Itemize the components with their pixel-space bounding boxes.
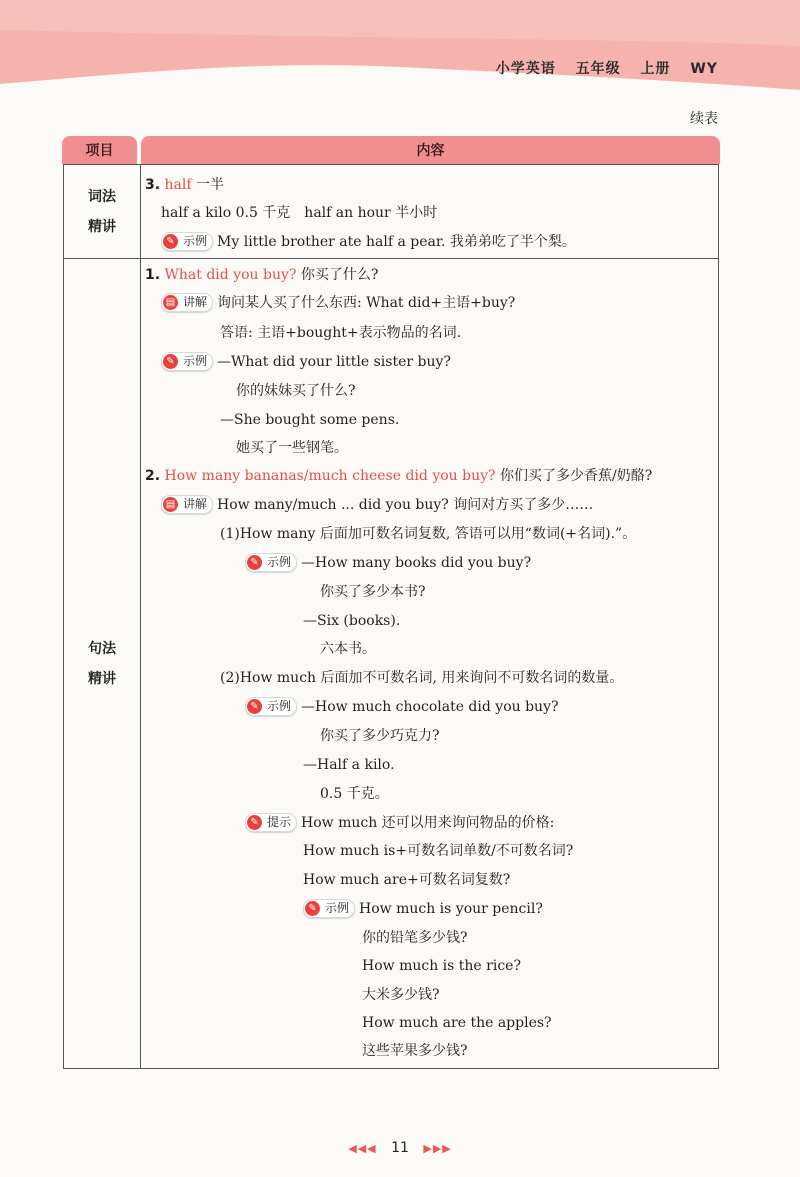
syntax1-explain1: 询问某人买了什么东西: What did+主语+buy? — [217, 295, 516, 311]
syntax1-explain-row — [161, 293, 515, 313]
syntax2-p2-example-a-cn: 0.5 千克。 — [320, 786, 389, 802]
tip-badge: ✎ 提示 — [245, 813, 297, 832]
syntax2-tip-ex3: How much are the apples? — [362, 1015, 552, 1031]
vocab-example: My little brother ate half a pear. 我弟弟吃了半个梨。 — [217, 234, 576, 250]
header-band — [0, 0, 800, 100]
category-vocab — [64, 182, 140, 242]
explain-badge: ▤ 讲解 — [161, 293, 213, 312]
syntax2-p1-example-q-cn: 你买了多少本书? — [320, 584, 426, 600]
syntax2-point1: (1)How many 后面加可数名词复数, 答语可以用“数词(+名词).”。 — [220, 526, 637, 542]
syntax2-title-cn: 你们买了多少香蕉/奶酪? — [499, 468, 653, 484]
syntax2-number: 2. — [145, 468, 161, 484]
vocab-phrases: half a kilo 0.5 千克 half an hour 半小时 — [161, 205, 438, 221]
continued-label: 续表 — [690, 111, 718, 127]
syntax1-example-row — [161, 352, 451, 372]
syntax2-p1-example-row — [245, 553, 531, 573]
syntax2-p2-example-a: —Half a kilo. — [303, 757, 395, 773]
syntax2-explain: How many/much ... did you buy? 询问对方买了多少…… — [217, 497, 594, 513]
syntax2-tip2: How much is+可数名词单数/不可数名词? — [303, 843, 574, 859]
example-badge: ✎ 示例 — [161, 232, 213, 251]
vocab-example-row — [161, 232, 576, 252]
right-arrows-icon: ▶▶▶ — [423, 1142, 452, 1155]
book-icon: ▤ — [163, 295, 178, 310]
vocab-number: 3. — [145, 177, 161, 193]
page-number: 11 — [391, 1140, 409, 1156]
edition-label: WY — [690, 61, 718, 77]
pencil-icon: ✎ — [247, 555, 262, 570]
syntax2-tip-ex1-cn: 你的铅笔多少钱? — [362, 930, 468, 946]
category-vocab-line2: 精讲 — [88, 219, 116, 235]
example-badge: ✎ 示例 — [161, 352, 213, 371]
syntax1-explain2: 答语: 主语+bought+表示物品的名词. — [220, 325, 462, 341]
example-badge: ✎ 示例 — [303, 899, 355, 918]
syntax2-p2-example-q: —How much chocolate did you buy? — [301, 699, 559, 715]
example-badge: ✎ 示例 — [245, 697, 297, 716]
syntax2-tip1: How much 还可以用来询问物品的价格: — [301, 815, 555, 831]
syntax2-explain-row — [161, 495, 593, 515]
syntax2-tip-ex1: How much is your pencil? — [359, 901, 543, 917]
left-arrows-icon: ◀◀◀ — [348, 1142, 377, 1155]
syntax2-p2-example-row — [245, 697, 558, 717]
syntax2-p1-example-q: —How many books did you buy? — [301, 555, 532, 571]
syntax1-title-cn: 你买了什么? — [300, 267, 379, 283]
syntax2-p2-example-q-cn: 你买了多少巧克力? — [320, 728, 440, 744]
syntax2-tip-ex2: How much is the rice? — [362, 958, 521, 974]
pencil-icon: ✎ — [163, 354, 178, 369]
book-icon: ▤ — [163, 497, 178, 512]
syntax1-example-q: —What did your little sister buy? — [217, 354, 451, 370]
pencil-icon: ✎ — [163, 234, 178, 249]
row-divider — [63, 258, 719, 259]
syntax1-example-q-cn: 你的妹妹买了什么? — [236, 383, 356, 399]
syntax2-p1-example-a: —Six (books). — [303, 613, 401, 629]
syntax1-number: 1. — [145, 267, 161, 283]
vocab-heading — [145, 175, 224, 195]
table-header — [62, 136, 720, 164]
subject-label: 小学英语 — [495, 61, 556, 77]
column-header-item: 项目 — [62, 136, 137, 164]
syntax2-heading — [145, 466, 652, 486]
syntax1-heading — [145, 265, 378, 285]
book-info — [482, 58, 718, 78]
syntax2-tip-example-row — [303, 899, 543, 919]
term-label: 上册 — [640, 61, 671, 77]
syntax2-tip-row — [245, 813, 554, 833]
example-badge: ✎ 示例 — [245, 553, 297, 572]
syntax1-example-a-cn: 她买了一些钢笔。 — [236, 440, 348, 456]
syntax2-p1-example-a-cn: 六本书。 — [320, 641, 376, 657]
grade-label: 五年级 — [575, 61, 621, 77]
category-vocab-line1: 词法 — [88, 189, 116, 205]
syntax2-tip-ex3-cn: 这些苹果多少钱? — [362, 1043, 468, 1059]
pencil-icon: ✎ — [247, 699, 262, 714]
syntax1-title-en: What did you buy? — [164, 267, 297, 283]
column-divider — [140, 164, 141, 1069]
syntax2-point2: (2)How much 后面加不可数名词, 用来询问不可数名词的数量。 — [220, 670, 624, 686]
page-footer — [0, 1140, 800, 1156]
category-syntax-line2: 精讲 — [88, 671, 116, 687]
pencil-icon: ✎ — [247, 815, 262, 830]
syntax2-tip-ex2-cn: 大米多少钱? — [362, 987, 440, 1003]
syntax2-title-en: How many bananas/much cheese did you buy? — [164, 468, 496, 484]
column-header-content: 内容 — [141, 136, 720, 164]
vocab-meaning: 一半 — [196, 177, 224, 193]
syntax1-example-a: —She bought some pens. — [220, 412, 400, 428]
category-syntax — [64, 634, 140, 694]
pencil-icon: ✎ — [305, 901, 320, 916]
category-syntax-line1: 句法 — [88, 641, 116, 657]
explain-badge: ▤ 讲解 — [161, 495, 213, 514]
syntax2-tip3: How much are+可数名词复数? — [303, 872, 511, 888]
vocab-word: half — [164, 177, 192, 193]
